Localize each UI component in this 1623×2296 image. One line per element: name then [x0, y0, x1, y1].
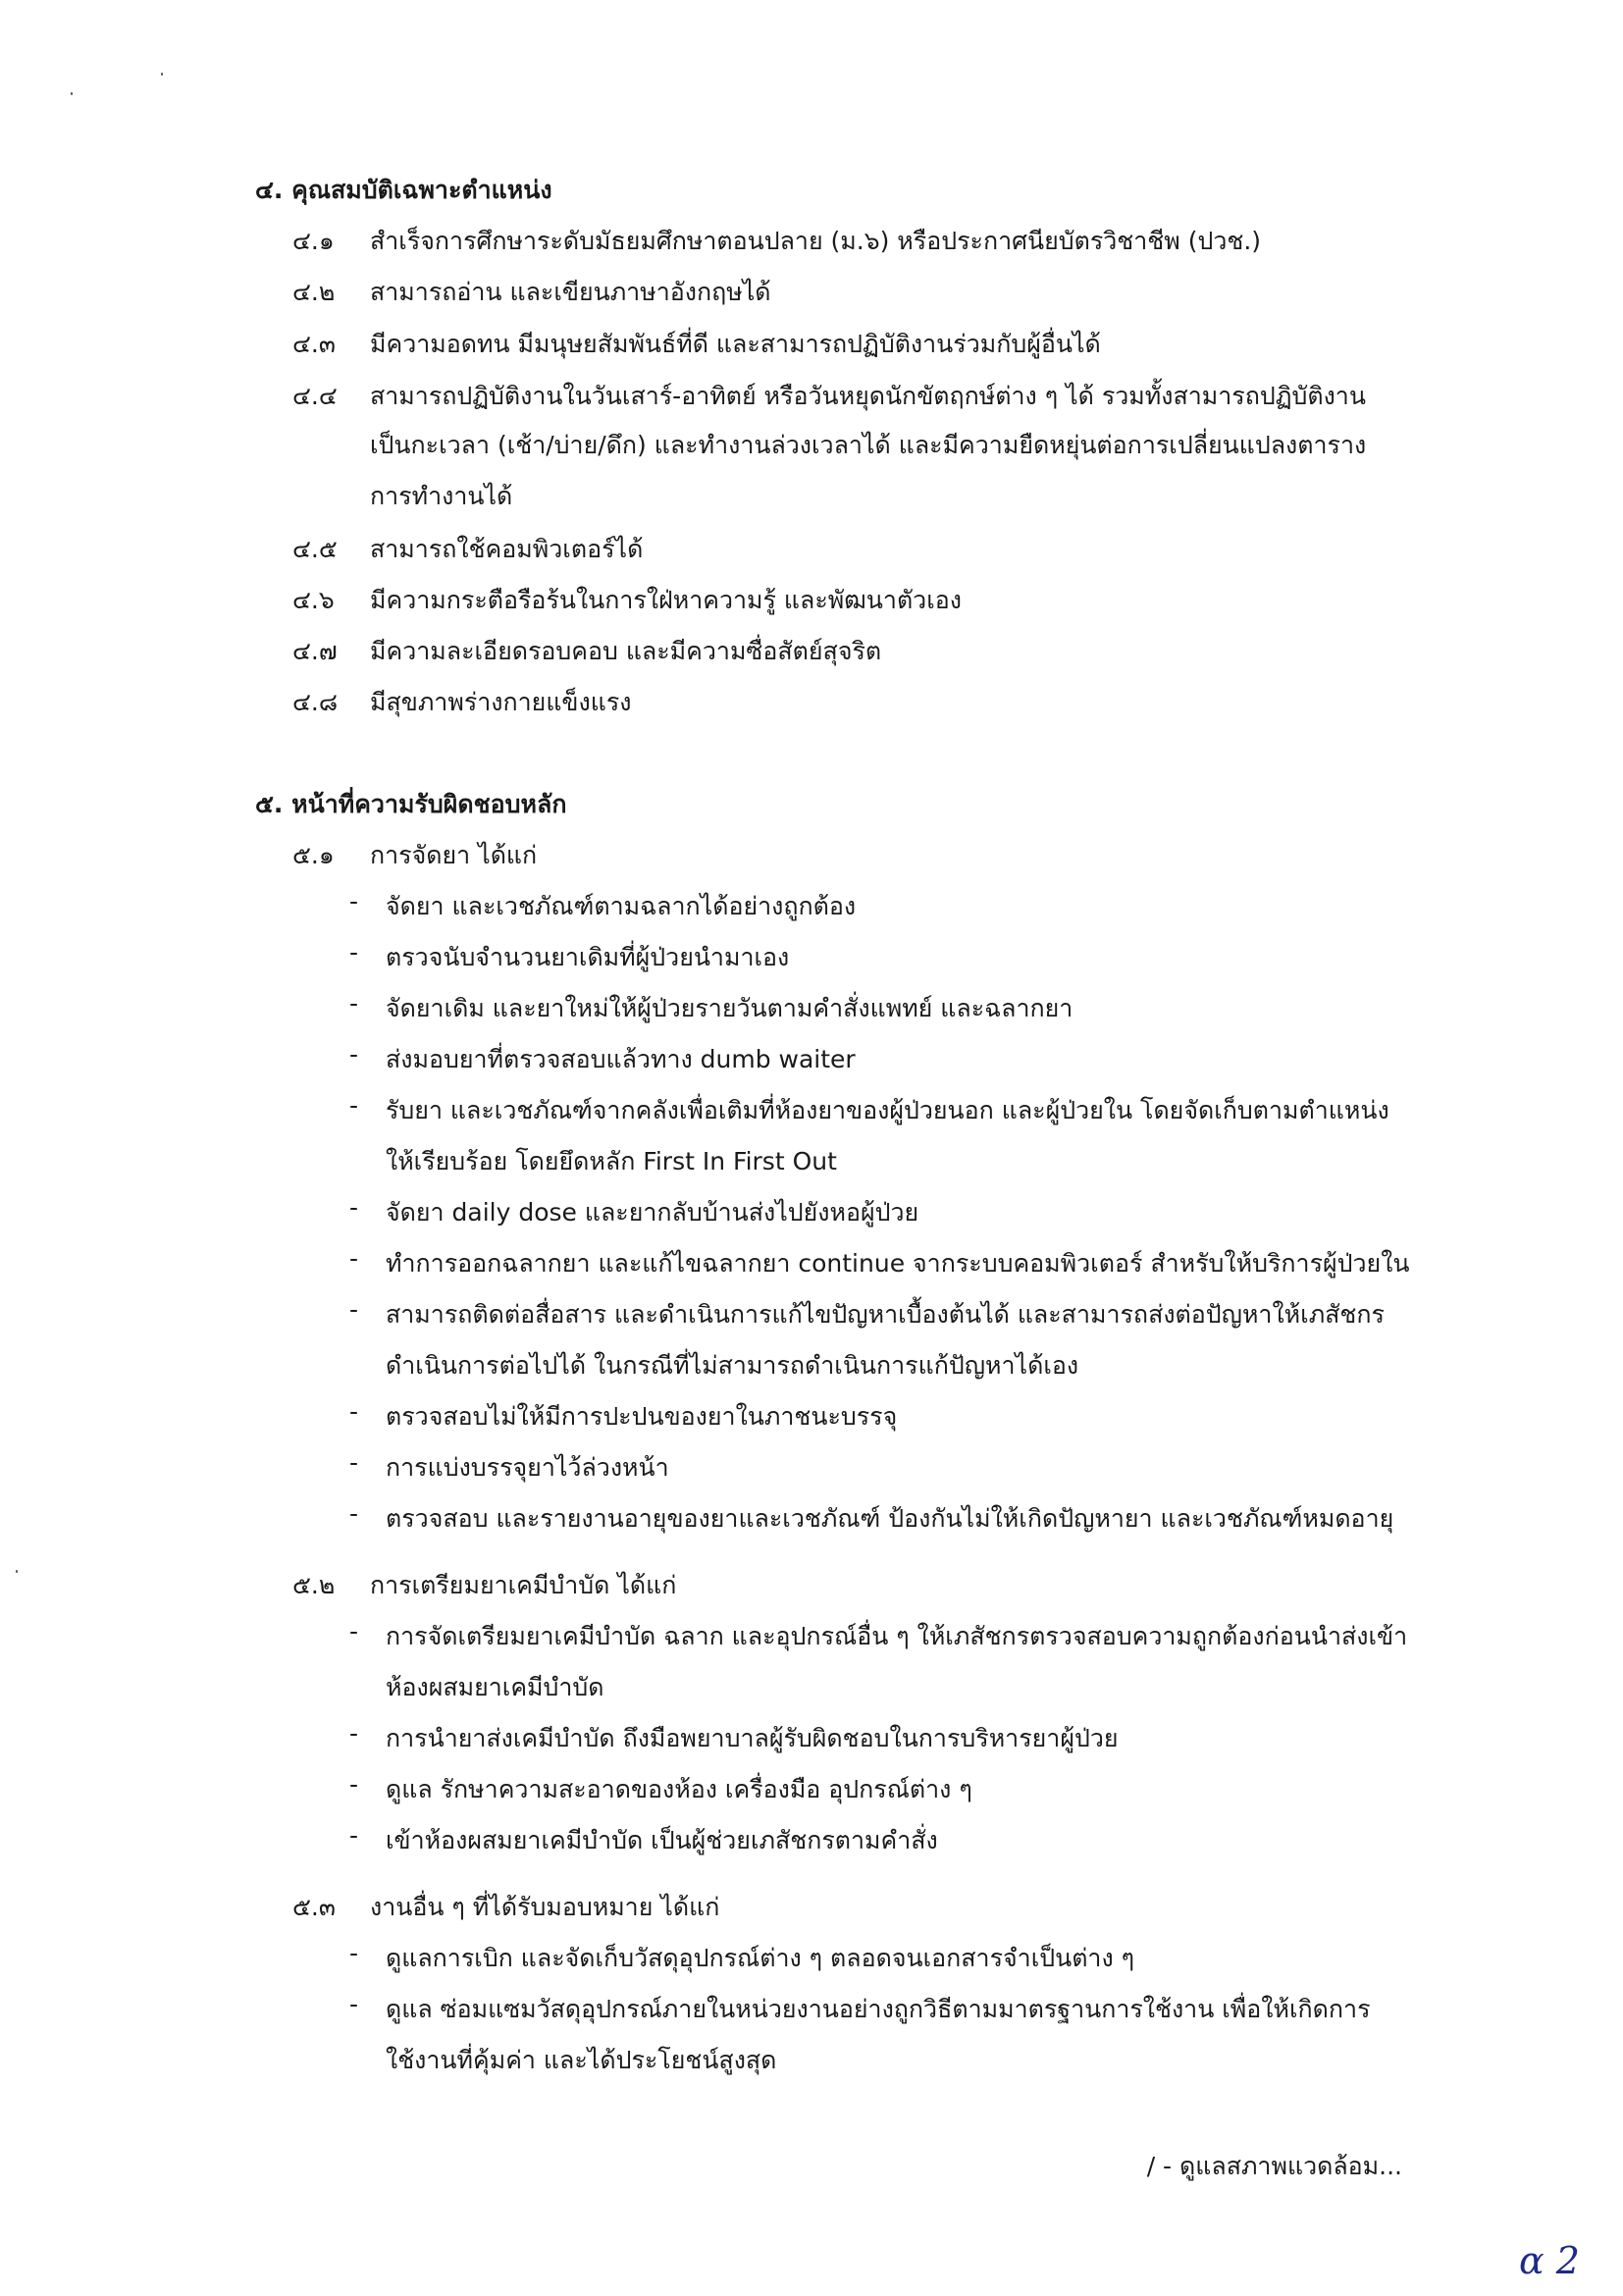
- continuation-note: / - ดูแลสภาพแวดล้อม...: [1146, 2152, 1402, 2180]
- item-text: เป็นกะเวลา (เช้า/บ่าย/ดึก) และทำงานล่วงเวลาได้ และมีความยืดหยุ่นต่อการเปลี่ยนแปลงตาราง: [370, 431, 1367, 459]
- item-number: ๔.๗: [292, 637, 338, 665]
- item-text: สามารถปฏิบัติงานในวันเสาร์-อาทิตย์ หรือวันหยุดนักขัตฤกษ์ต่าง ๆ ได้ รวมทั้งสามารถปฏิบัติงาน: [370, 382, 1366, 410]
- bullet-dash: -: [349, 1193, 359, 1222]
- subsection-number: ๕.๒: [292, 1571, 336, 1599]
- subsection-title: งานอื่น ๆ ที่ได้รับมอบหมาย ได้แก่: [370, 1893, 720, 1921]
- bullet-dash: -: [349, 1990, 359, 2018]
- bullet-text: ให้เรียบร้อย โดยยึดหลัก First In First Out: [386, 1147, 837, 1175]
- subsection-title: การเตรียมยาเคมีบำบัด ได้แก่: [370, 1571, 677, 1599]
- item-text: มีความอดทน มีมนุษยสัมพันธ์ที่ดี และสามารถปฏิบัติงานร่วมกับผู้อื่นได้: [370, 330, 1101, 358]
- item-number: ๔.๘: [292, 688, 339, 716]
- item-number: ๔.๓: [292, 330, 336, 358]
- scan-speck: [161, 73, 163, 76]
- item-text: มีความกระตือรือร้นในการใฝ่หาความรู้ และพัฒนาตัวเอง: [370, 586, 962, 614]
- bullet-dash: -: [349, 989, 359, 1018]
- subsection-number: ๕.๑: [292, 841, 335, 869]
- item-text: มีสุขภาพร่างกายแข็งแรง: [370, 688, 632, 716]
- bullet-dash: -: [349, 1244, 359, 1273]
- bullet-dash: -: [349, 1448, 359, 1477]
- scan-speck: [16, 1570, 18, 1573]
- bullet-text: เข้าห้องผสมยาเคมีบำบัด เป็นผู้ช่วยเภสัชกรตามคำสั่ง: [386, 1826, 938, 1854]
- bullet-dash: -: [349, 1397, 359, 1426]
- bullet-text: จัดยา daily dose และยากลับบ้านส่งไปยังหอผู้ป่วย: [386, 1198, 919, 1226]
- bullet-dash: -: [349, 1939, 359, 1967]
- bullet-text: ดูแล รักษาความสะอาดของห้อง เครื่องมือ อุปกรณ์ต่าง ๆ: [386, 1775, 972, 1803]
- bullet-text: ห้องผสมยาเคมีบำบัด: [386, 1673, 604, 1701]
- bullet-text: ตรวจสอบไม่ให้มีการปะปนของยาในภาชนะบรรจุ: [386, 1402, 898, 1431]
- bullet-text: ใช้งานที่คุ้มค่า และได้ประโยชน์สูงสุด: [386, 2046, 777, 2074]
- bullet-text: ดูแล ซ่อมแซมวัสดุอุปกรณ์ภายในหน่วยงานอย่างถูกวิธีตามมาตรฐานการใช้งาน เพื่อให้เกิดการ: [386, 1995, 1371, 2023]
- section-4-heading: ๔. คุณสมบัติเฉพาะตำแหน่ง: [255, 176, 552, 204]
- item-text: สำเร็จการศึกษาระดับมัธยมศึกษาตอนปลาย (ม.๖) หรือประกาศนียบัตรวิชาชีพ (ปวช.): [370, 227, 1262, 255]
- bullet-dash: -: [349, 1040, 359, 1069]
- section-5-heading: ๕. หน้าที่ความรับผิดชอบหลัก: [255, 790, 567, 818]
- bullet-text: ดูแลการเบิก และจัดเก็บวัสดุอุปกรณ์ต่าง ๆ ตลอดจนเอกสารจำเป็นต่าง ๆ: [386, 1944, 1135, 1972]
- bullet-dash: -: [349, 887, 359, 915]
- bullet-dash: -: [349, 1821, 359, 1850]
- bullet-text: จัดยา และเวชภัณฑ์ตามฉลากได้อย่างถูกต้อง: [386, 892, 857, 920]
- bullet-dash: -: [349, 1499, 359, 1528]
- bullet-dash: -: [349, 1719, 359, 1748]
- bullet-dash: -: [349, 1295, 359, 1324]
- bullet-text: การจัดเตรียมยาเคมีบำบัด ฉลาก และอุปกรณ์อื่น ๆ ให้เภสัชกรตรวจสอบความถูกต้องก่อนนำส่งเข้า: [386, 1622, 1408, 1650]
- item-number: ๔.๑: [292, 227, 335, 255]
- item-text: มีความละเอียดรอบคอบ และมีความซื่อสัตย์สุจริต: [370, 637, 882, 665]
- bullet-text: ทำการออกฉลากยา และแก้ไขฉลากยา continue จากระบบคอมพิวเตอร์ สำหรับให้บริการผู้ป่วยใน: [386, 1249, 1410, 1278]
- bullet-text: รับยา และเวชภัณฑ์จากคลังเพื่อเติมที่ห้องยาของผู้ป่วยนอก และผู้ป่วยใน โดยจัดเก็บตามตำแหน่ง: [386, 1096, 1389, 1124]
- item-number: ๔.๔: [292, 382, 338, 410]
- subsection-number: ๕.๓: [292, 1893, 336, 1921]
- handwritten-initials: ɑ 2: [1519, 2239, 1580, 2282]
- subsection-title: การจัดยา ได้แก่: [370, 841, 538, 869]
- bullet-dash: -: [349, 1770, 359, 1799]
- item-text: การทำงานได้: [370, 482, 513, 510]
- item-number: ๔.๒: [292, 278, 336, 306]
- scan-speck: [71, 92, 73, 95]
- bullet-dash: -: [349, 1091, 359, 1120]
- item-number: ๔.๖: [292, 586, 335, 614]
- bullet-dash: -: [349, 938, 359, 966]
- bullet-text: จัดยาเดิม และยาใหม่ให้ผู้ป่วยรายวันตามคำสั่งแพทย์ และฉลากยา: [386, 994, 1073, 1022]
- bullet-text: ตรวจนับจำนวนยาเดิมที่ผู้ป่วยนำมาเอง: [386, 943, 790, 971]
- item-text: สามารถใช้คอมพิวเตอร์ได้: [370, 535, 644, 563]
- bullet-text: ตรวจสอบ และรายงานอายุของยาและเวชภัณฑ์ ป้องกันไม่ให้เกิดปัญหายา และเวชภัณฑ์หมดอายุ: [386, 1504, 1394, 1533]
- item-text: สามารถอ่าน และเขียนภาษาอังกฤษได้: [370, 278, 771, 306]
- item-number: ๔.๕: [292, 535, 338, 563]
- bullet-text: การนำยาส่งเคมีบำบัด ถึงมือพยาบาลผู้รับผิดชอบในการบริหารยาผู้ป่วย: [386, 1724, 1119, 1752]
- bullet-text: ดำเนินการต่อไปได้ ในกรณีที่ไม่สามารถดำเนินการแก้ปัญหาได้เอง: [386, 1351, 1079, 1380]
- bullet-text: ส่งมอบยาที่ตรวจสอบแล้วทาง dumb waiter: [386, 1045, 856, 1073]
- bullet-text: สามารถติดต่อสื่อสาร และดำเนินการแก้ไขปัญหาเบื้องต้นได้ และสามารถส่งต่อปัญหาให้เภสัชกร: [386, 1300, 1385, 1329]
- bullet-text: การแบ่งบรรจุยาไว้ล่วงหน้า: [386, 1453, 669, 1482]
- bullet-dash: -: [349, 1617, 359, 1645]
